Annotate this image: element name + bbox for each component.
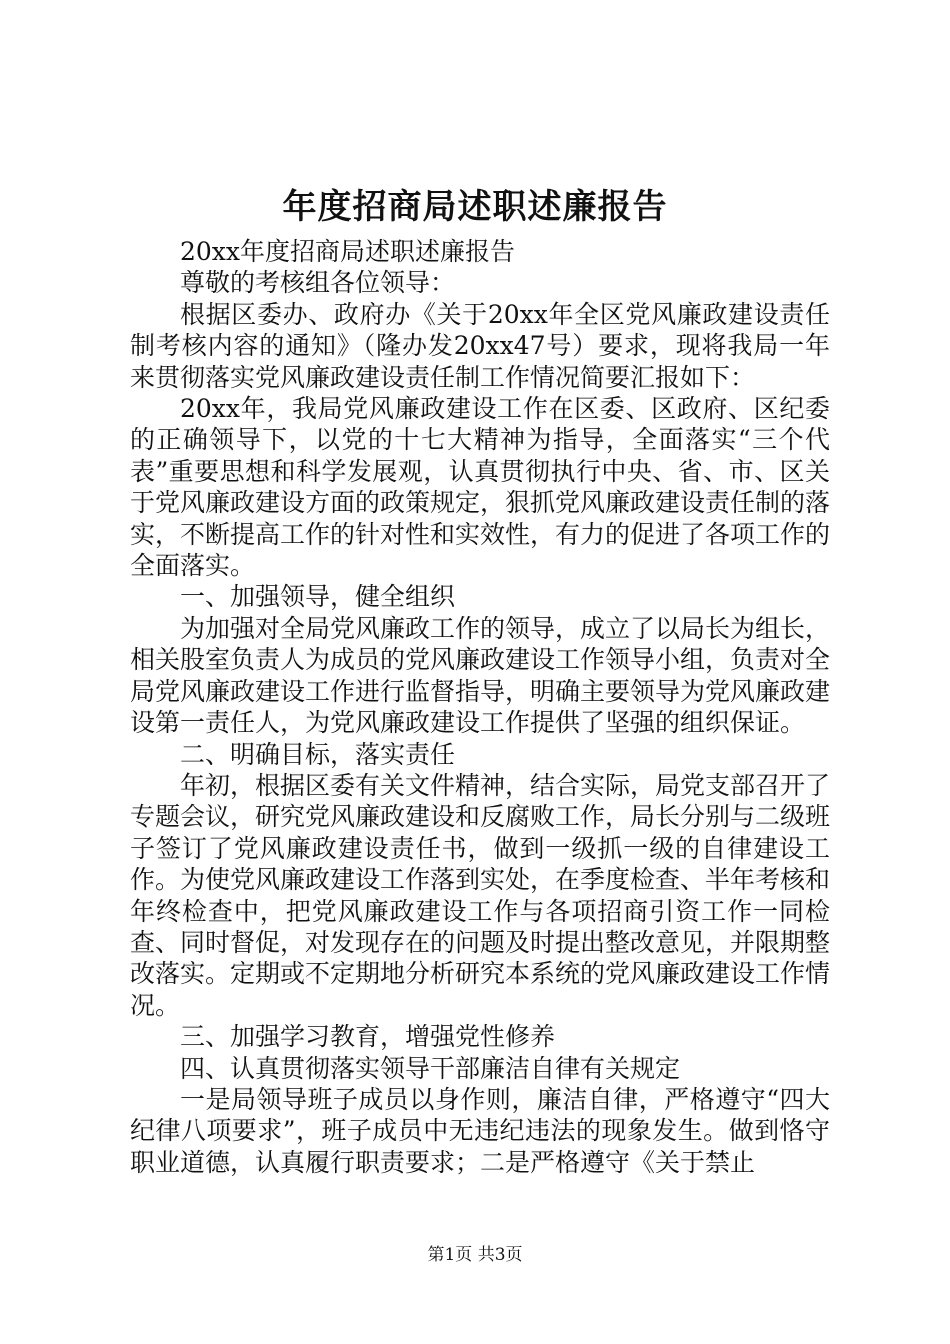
paragraph-section-1: 为加强对全局党风廉政工作的领导，成立了以局长为组长，相关股室负责人为成员的党风廉政建设工作领导小组，负责对全局党风廉政建设工作进行监督指导，明确主要领导为党风廉政建设第一责任人，为党风廉政建设工作提供了坚强的组织保证。 [130,613,831,738]
heading-section-3: 三、加强学习教育，增强党性修养 [180,1022,556,1052]
heading-section-4: 四、认真贯彻落实领导干部廉洁自律有关规定 [180,1053,681,1083]
paragraph-intro: 根据区委办、政府办《关于20xx年全区党风廉政建设责任制考核内容的通知》（隆办发20xx47号）要求，现将我局一年来贯彻落实党风廉政建设责任制工作情况简要汇报如下： [130,299,830,392]
page-footer: 第1页 共3页 [427,1245,523,1265]
paragraph-section-2: 年初，根据区委有关文件精神，结合实际，局党支部召开了专题会议，研究党风廉政建设和反腐败工作，局长分别与二级班子签订了党风廉政建设责任书，做到一级抓一级的自律建设工作。为使党风廉政建设工作落到实处，在季度检查、半年考核和年终检查中，把党风廉政建设工作与各项招商引资工作一同检查、同时督促，对发现存在的问题及时提出整改意见，并限期整改落实。定期或不定期地分析研究本系统的党风廉政建设工作情况。 [130,770,831,1020]
paragraph-overview: 20xx年，我局党风廉政建设工作在区委、区政府、区纪委的正确领导下，以党的十七大精神为指导，全面落实“三个代表”重要思想和科学发展观，认真贯彻执行中央、省、市、区关于党风廉政建设方面的政策规定，狠抓党风廉政建设责任制的落实，不断提高工作的针对性和实效性，有力的促进了各项工作的全面落实。 [130,394,831,581]
document-title: 年度招商局述职述廉报告 [282,187,668,227]
paragraph-salutation: 尊敬的考核组各位领导： [180,268,456,298]
document-body [130,236,830,1178]
heading-section-2: 二、明确目标，落实责任 [180,739,456,769]
paragraph-section-4: 一是局领导班子成员以身作则，廉洁自律，严格遵守“四大纪律八项要求”，班子成员中无违纪违法的现象发生。做到恪守职业道德，认真履行职责要求；二是严格遵守《关于禁止 [130,1084,830,1177]
heading-section-1: 一、加强领导，健全组织 [180,582,456,612]
paragraph-subtitle: 20xx年度招商局述职述廉报告 [180,237,516,266]
